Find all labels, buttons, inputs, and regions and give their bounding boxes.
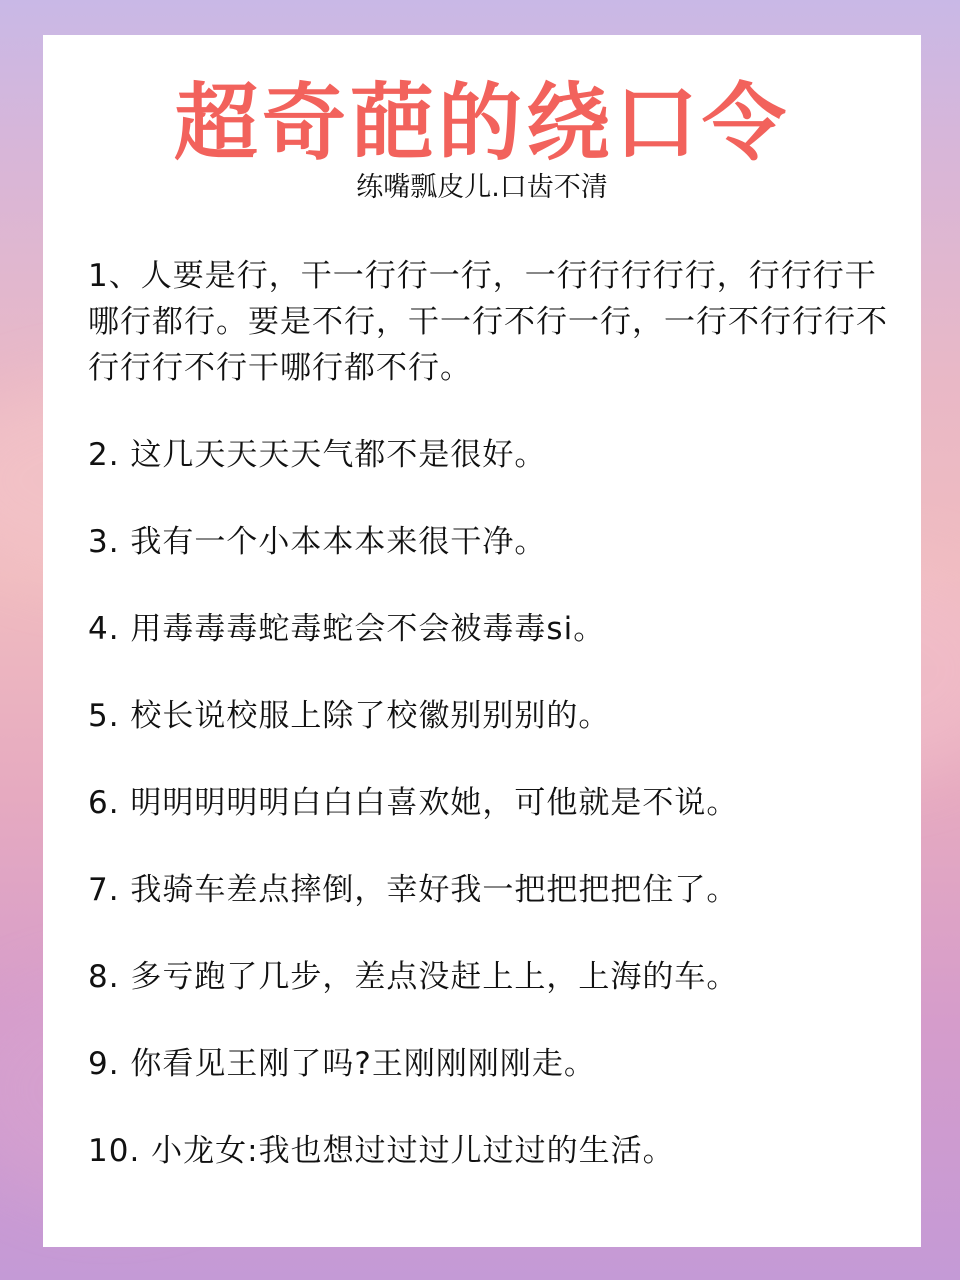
list-item: 6. 明明明明明白白白喜欢她，可他就是不说。 [88, 785, 739, 821]
content-card [43, 35, 921, 1247]
page-title: 超奇葩的绕口令 [173, 74, 790, 172]
page-subtitle: 练嘴瓢皮儿.口齿不清 [356, 172, 608, 203]
list-item: 1、人要是行，干一行行一行，一行行行行行，行行行干哪行都行。要是不行，干一行不行一行，一行不行行行不行行行不行干哪行都不行。 [88, 258, 888, 386]
tongue-twister-list [88, 253, 893, 1174]
list-item: 10. 小龙女:我也想过过过儿过过的生活。 [88, 1133, 675, 1169]
list-item: 8. 多亏跑了几步，差点没赶上上，上海的车。 [88, 959, 739, 995]
list-item: 2. 这几天天天天气都不是很好。 [88, 437, 547, 473]
list-item: 7. 我骑车差点摔倒，幸好我一把把把把住了。 [88, 872, 739, 908]
list-item: 5. 校长说校服上除了校徽别别别的。 [88, 698, 611, 734]
list-item: 9. 你看见王刚了吗?王刚刚刚刚走。 [88, 1046, 596, 1082]
list-item: 3. 我有一个小本本本来很干净。 [88, 524, 547, 560]
list-item: 4. 用毒毒毒蛇毒蛇会不会被毒毒si。 [88, 611, 606, 647]
